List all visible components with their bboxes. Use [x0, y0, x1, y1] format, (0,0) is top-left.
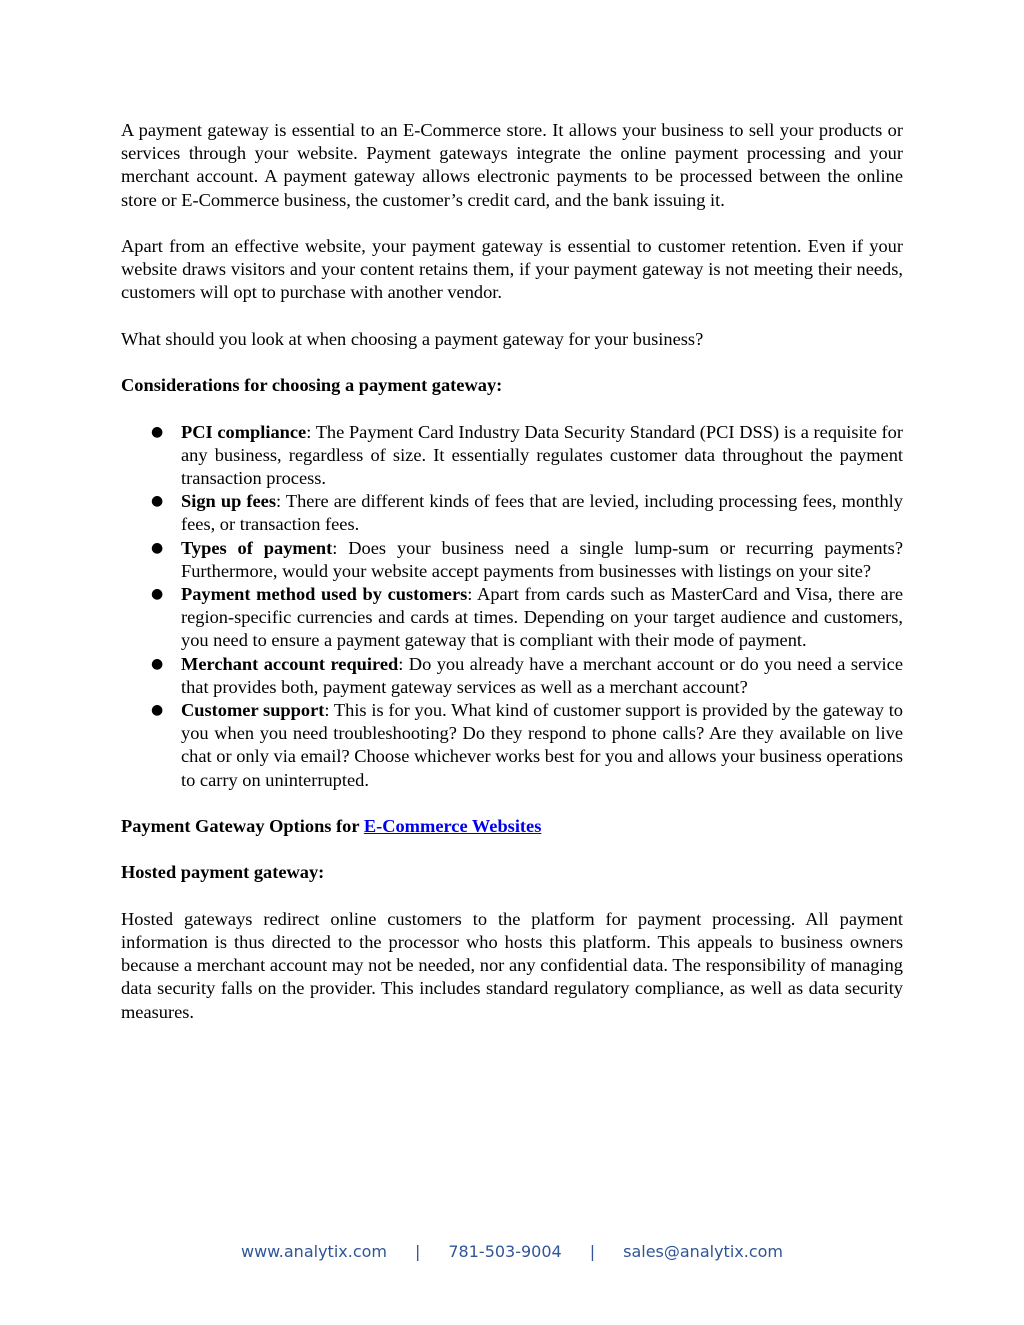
options-heading: [121, 815, 903, 838]
bullet-icon: ●: [151, 493, 164, 510]
question-paragraph: What should you look at when choosing a payment gateway for your business?: [121, 328, 704, 349]
list-item-term: PCI compliance: [181, 421, 307, 442]
list-item-term: Merchant account required: [181, 653, 399, 674]
list-item-text: : The Payment Card Industry Data Security Standard (PCI DSS) is a requisite for any business, regardless of size. It essentially regulates customer data throughout the payment transaction process.: [181, 421, 903, 488]
list-item: [121, 537, 903, 583]
list-item: [121, 653, 903, 699]
bullet-icon: ●: [151, 586, 164, 602]
considerations-heading: Considerations for choosing a payment gateway:: [121, 375, 503, 396]
list-item-term: Customer support: [181, 700, 325, 721]
list-item: [121, 583, 903, 653]
list-item-text: : Do you already have a merchant account or do you need a service that provides both, payment gateway services as well as a merchant account?: [181, 653, 903, 697]
list-item: [121, 490, 903, 536]
list-item: [121, 421, 903, 491]
document-body: [121, 119, 903, 1047]
footer-phone: 781-503-9004: [448, 1242, 562, 1261]
list-item-term: Sign up fees: [181, 491, 276, 512]
bullet-icon: ●: [151, 702, 164, 719]
bullet-icon: ●: [151, 655, 164, 672]
footer-website: www.analytix.com: [241, 1242, 387, 1261]
considerations-list: [121, 421, 903, 792]
retention-paragraph: Apart from an effective website, your payment gateway is essential to customer retention. Even if your website draws visitors and your content retains them, if your payment gateway is not meeting their needs, customers will opt to purchase with another vendor.: [121, 236, 903, 303]
bullet-icon: ●: [151, 423, 164, 440]
options-heading-text: Payment Gateway Options for: [121, 816, 364, 837]
footer-separator: |: [414, 1242, 421, 1261]
list-item-term: Payment method used by customers: [181, 584, 468, 604]
list-item-term: Types of payment: [181, 537, 333, 558]
list-item-text: : Does your business need a single lump-sum or recurring payments? Furthermore, would your website accept payments from businesses with listings on your site?: [181, 537, 903, 581]
list-item-text: : Apart from cards such as MasterCard and Visa, there are region-specific currencies and cards at times. Depending on your target audience and customers, you need to ensure a payment gateway that is compliant with their mode of payment.: [181, 584, 903, 651]
hosted-heading: Hosted payment gateway:: [121, 862, 325, 883]
intro-paragraph: A payment gateway is essential to an E-Commerce store. It allows your business to sell your products or services through your website. Payment gateways integrate the online payment processing and your merchant account. A payment gateway allows electronic payments to be processed between the online store or E-Commerce business, the customer’s credit card, and the bank issuing it.: [121, 120, 903, 210]
ecommerce-websites-link[interactable]: E-Commerce Websites: [363, 816, 542, 837]
hosted-paragraph: Hosted gateways redirect online customers to the platform for payment processing. All payment information is thus directed to the processor who hosts this platform. This appeals to business owners because a merchant account may not be needed, nor any confidential data. The responsibility of managing data security falls on the provider. This includes standard regulatory compliance, as well as data security measures.: [121, 908, 903, 1022]
footer-email: sales@analytix.com: [623, 1242, 783, 1261]
list-item-text: : There are different kinds of fees that are levied, including processing fees, monthly fees, or transaction fees.: [181, 491, 903, 535]
footer-separator: |: [589, 1242, 596, 1261]
page-footer: [0, 1242, 1024, 1261]
bullet-icon: ●: [151, 539, 164, 556]
list-item: [121, 699, 903, 792]
list-item-text: : This is for you. What kind of customer support is provided by the gateway to you when you need troubleshooting? Do they respond to phone calls? Are they available on live chat or only via email? Choose whichever works best for you and allows your business operations to carry on uninterrupted.: [181, 700, 904, 790]
